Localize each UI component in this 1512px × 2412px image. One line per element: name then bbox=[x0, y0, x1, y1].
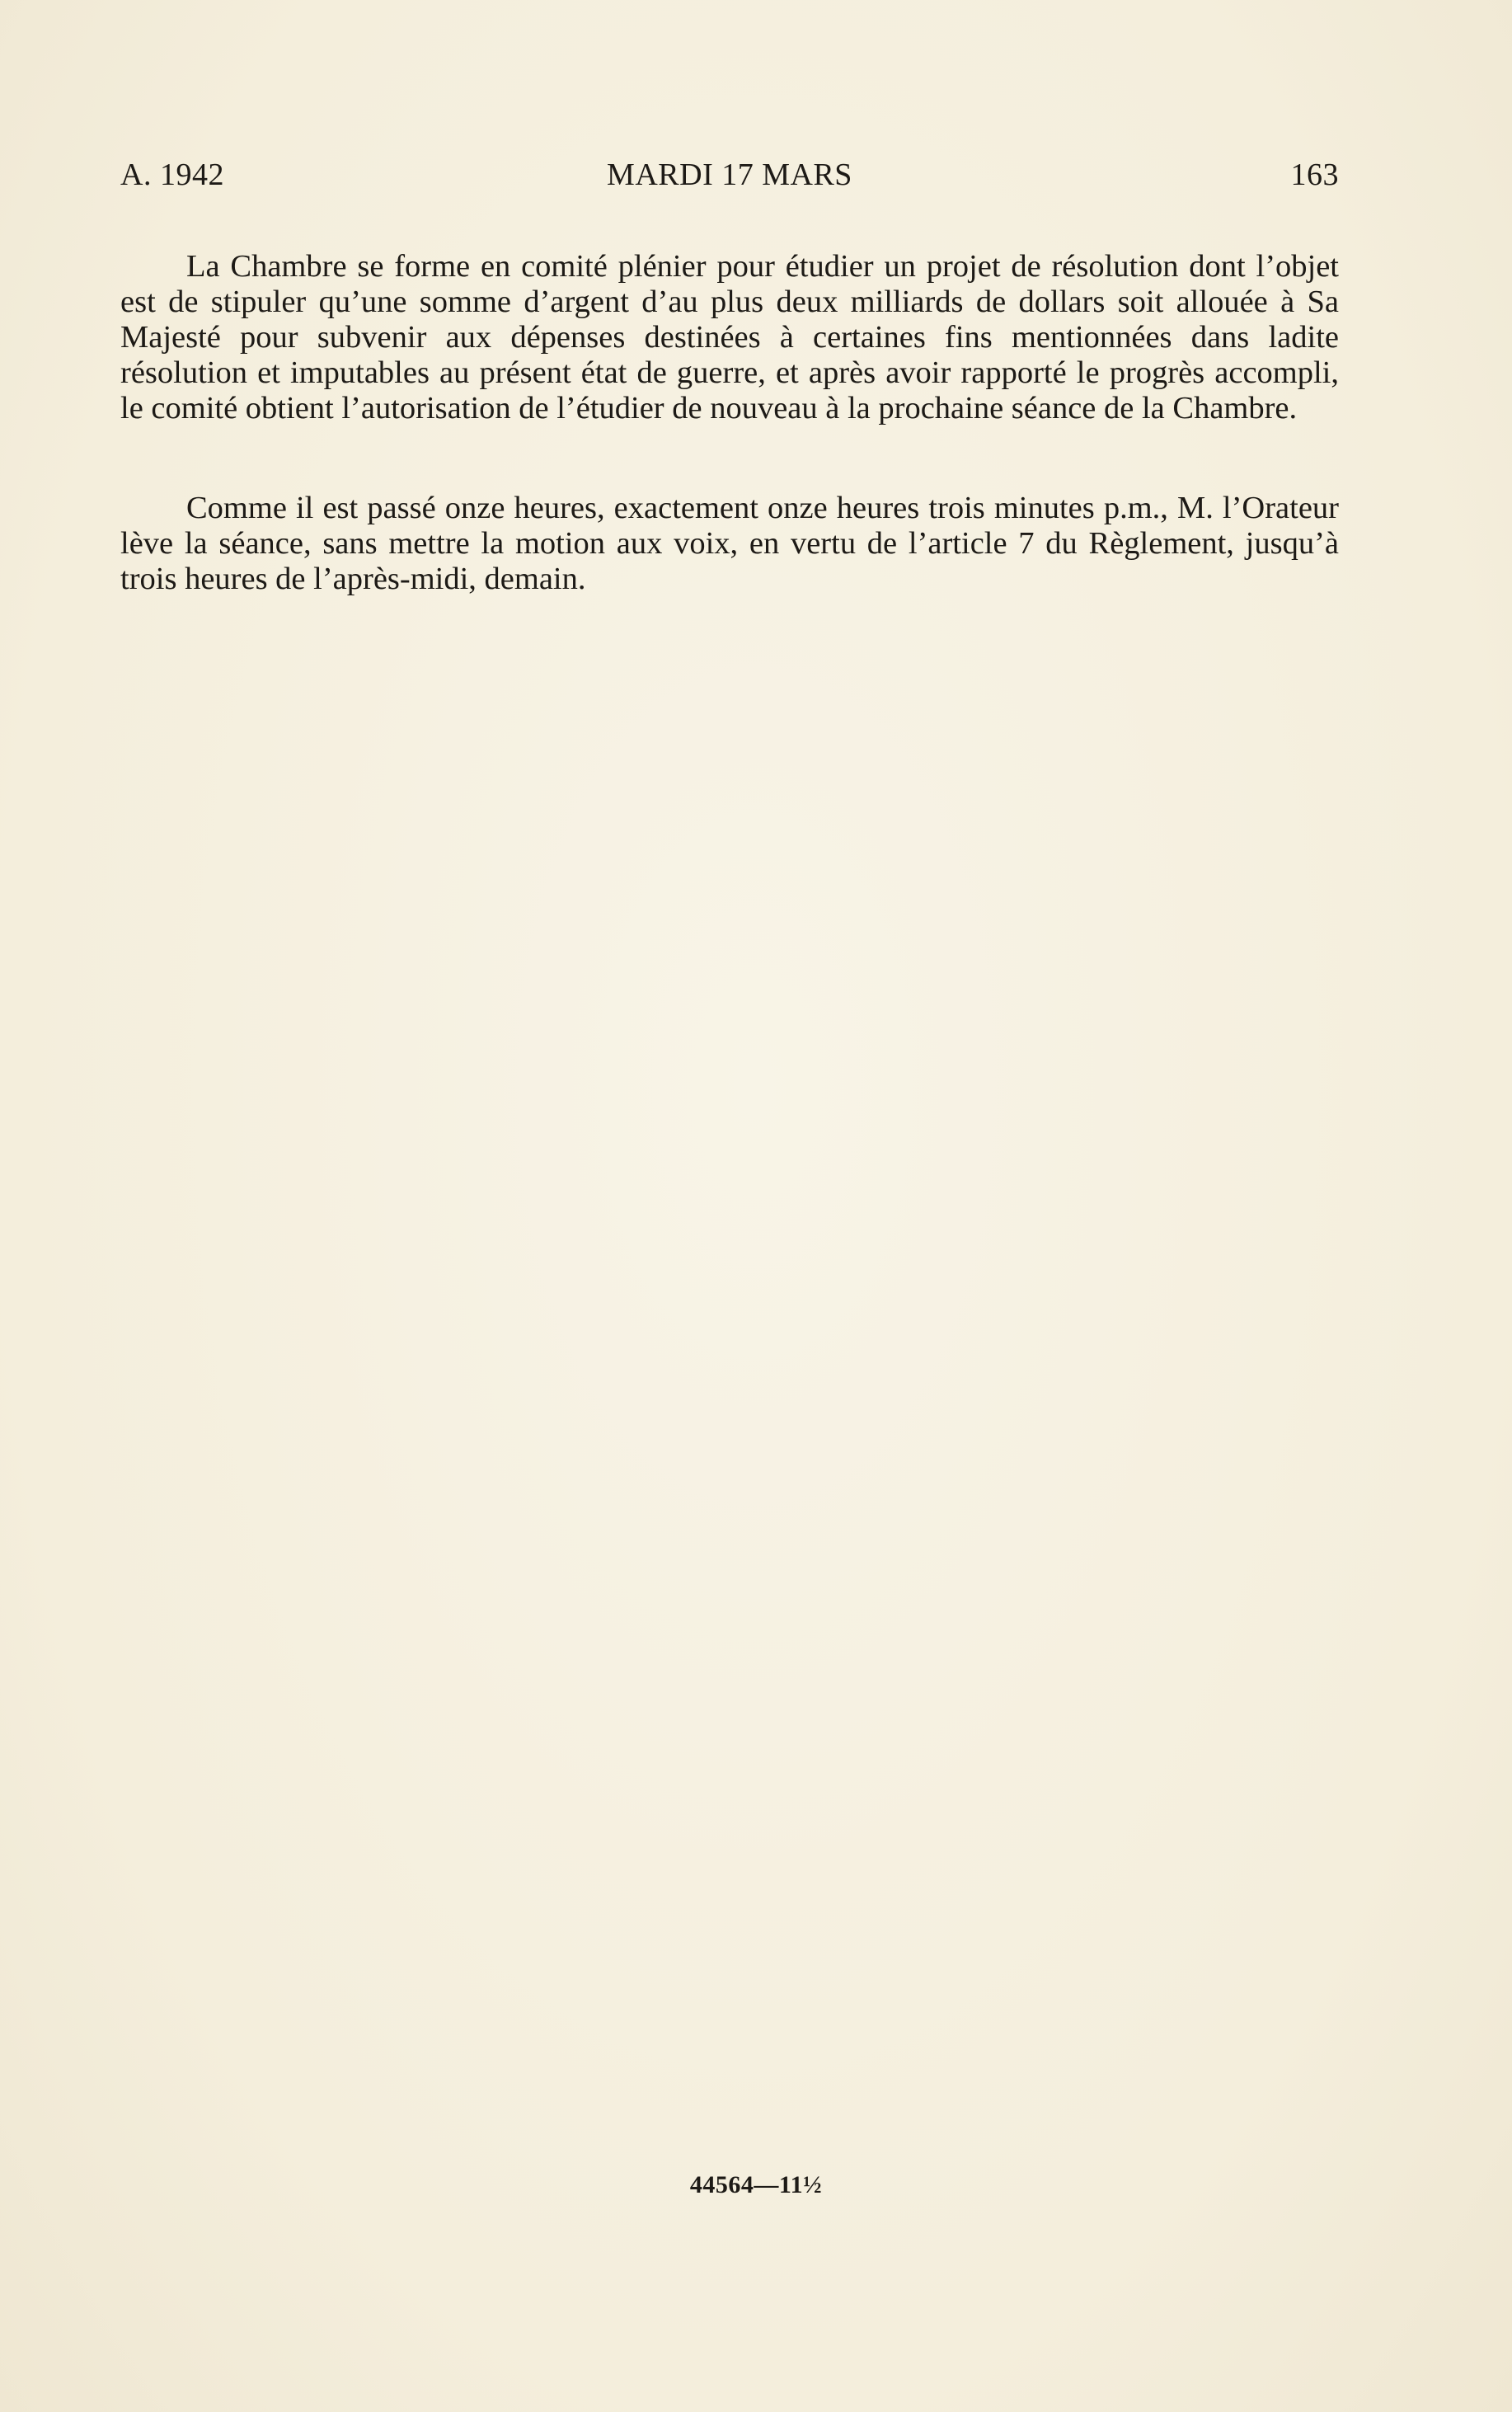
header-year: A. 1942 bbox=[120, 158, 224, 192]
paragraph-adjournment: Comme il est passé onze heures, exactement onze heures trois minutes p.m., M. l’Orateur lève la séance, sans mettre la motion aux voix, en vertu de l’article 7 du Règlement, jusqu’à trois heures de l’après-midi, demain. bbox=[120, 491, 1339, 596]
running-header bbox=[120, 157, 1339, 198]
header-date: MARDI 17 MARS bbox=[607, 158, 852, 192]
paragraph-committee: La Chambre se forme en comité plénier pour étudier un projet de résolution dont l’objet est de stipuler qu’une somme d’argent d’au plus deux milliards de dollars soit allouée à Sa Majesté pour subvenir aux dépenses destinées à certaines fins mentionnées dans ladite résolution et imputables au présent état de guerre, et après avoir rapporté le progrès accompli, le comité obtient l’autorisation de l’étudier de nouveau à la prochaine séance de la Chambre. bbox=[120, 249, 1339, 426]
printer-code: 44564—11½ bbox=[689, 2171, 823, 2198]
page-number: 163 bbox=[1290, 158, 1339, 192]
